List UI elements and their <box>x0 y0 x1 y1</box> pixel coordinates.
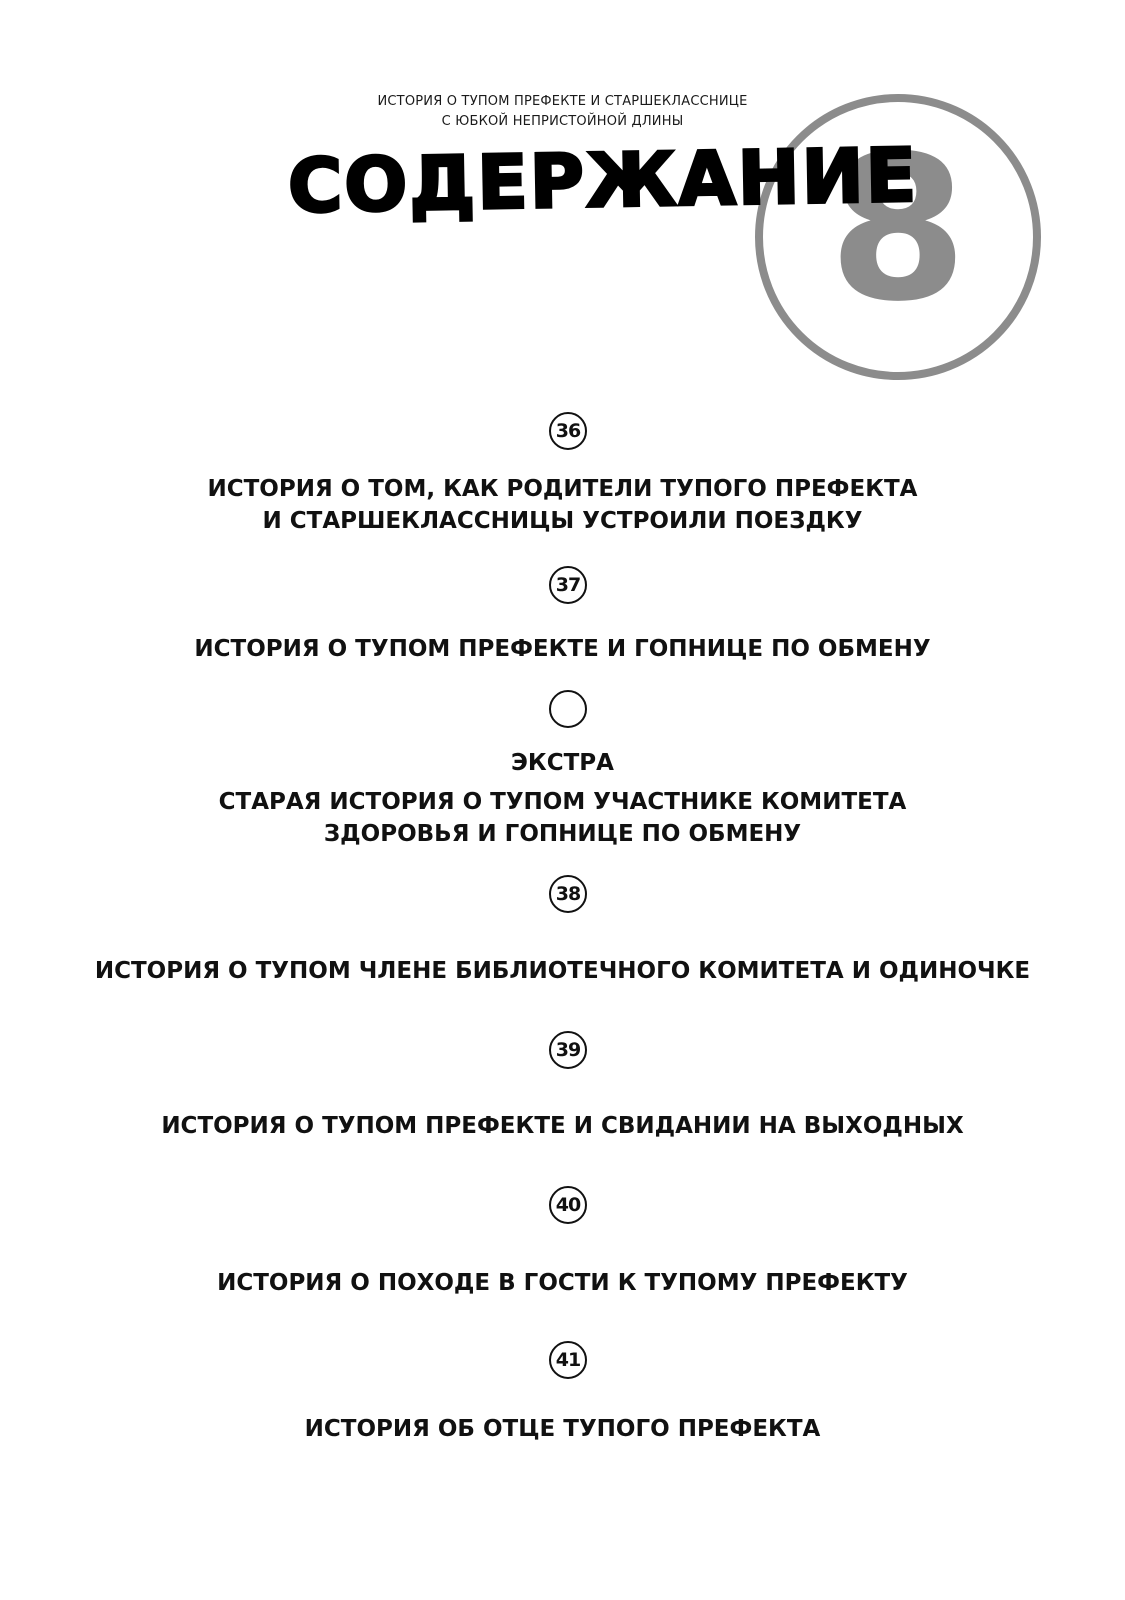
contents-heading: СОДЕРЖАНИЕ <box>287 132 919 230</box>
chapter-title-38 <box>0 955 1125 987</box>
chapter-title-40-line-1: ИСТОРИЯ О ПОХОДЕ В ГОСТИ К ТУПОМУ ПРЕФЕКТУ <box>217 1270 908 1296</box>
chapter-title-39-line-1: ИСТОРИЯ О ТУПОМ ПРЕФЕКТЕ И СВИДАНИИ НА ВЫХОДНЫХ <box>161 1113 964 1139</box>
chapter-title-extra-line-1: СТАРАЯ ИСТОРИЯ О ТУПОМ УЧАСТНИКЕ КОМИТЕТА <box>218 789 907 815</box>
chapter-title-36-line-2: И СТАРШЕКЛАССНИЦЫ УСТРОИЛИ ПОЕЗДКУ <box>262 508 863 534</box>
chapter-title-37 <box>0 633 1125 665</box>
chapter-title-extra-line-2: ЗДОРОВЬЯ И ГОПНИЦЕ ПО ОБМЕНУ <box>323 821 802 847</box>
chapter-badge-36: 36 <box>549 412 587 450</box>
chapter-badge-37: 37 <box>549 566 587 604</box>
chapter-badge-40: 40 <box>549 1186 587 1224</box>
chapter-title-extra <box>0 786 1125 850</box>
chapter-title-41-line-1: ИСТОРИЯ ОБ ОТЦЕ ТУПОГО ПРЕФЕКТА <box>304 1416 821 1442</box>
extra-label: ЭКСТРА <box>511 750 614 776</box>
chapter-badge-39: 39 <box>549 1031 587 1069</box>
chapter-title-40 <box>0 1267 1125 1299</box>
series-title-line-1: ИСТОРИЯ О ТУПОМ ПРЕФЕКТЕ И СТАРШЕКЛАССНИЦЕ <box>377 94 748 109</box>
chapter-title-38-line-1: ИСТОРИЯ О ТУПОМ ЧЛЕНЕ БИБЛИОТЕЧНОГО КОМИТЕТА И ОДИНОЧКЕ <box>94 958 1031 984</box>
chapter-badge-38: 38 <box>549 875 587 913</box>
chapter-title-41 <box>0 1413 1125 1445</box>
chapter-title-36-line-1: ИСТОРИЯ О ТОМ, КАК РОДИТЕЛИ ТУПОГО ПРЕФЕКТА <box>207 476 918 502</box>
chapter-title-36 <box>0 473 1125 537</box>
volume-number: 8 <box>828 113 968 346</box>
chapter-badge-extra <box>549 690 587 728</box>
chapter-title-37-line-1: ИСТОРИЯ О ТУПОМ ПРЕФЕКТЕ И ГОПНИЦЕ ПО ОБМЕНУ <box>194 636 931 662</box>
series-title-line-2: С ЮБКОЙ НЕПРИСТОЙНОЙ ДЛИНЫ <box>441 114 684 129</box>
chapter-badge-41: 41 <box>549 1341 587 1379</box>
chapter-title-39 <box>0 1110 1125 1142</box>
